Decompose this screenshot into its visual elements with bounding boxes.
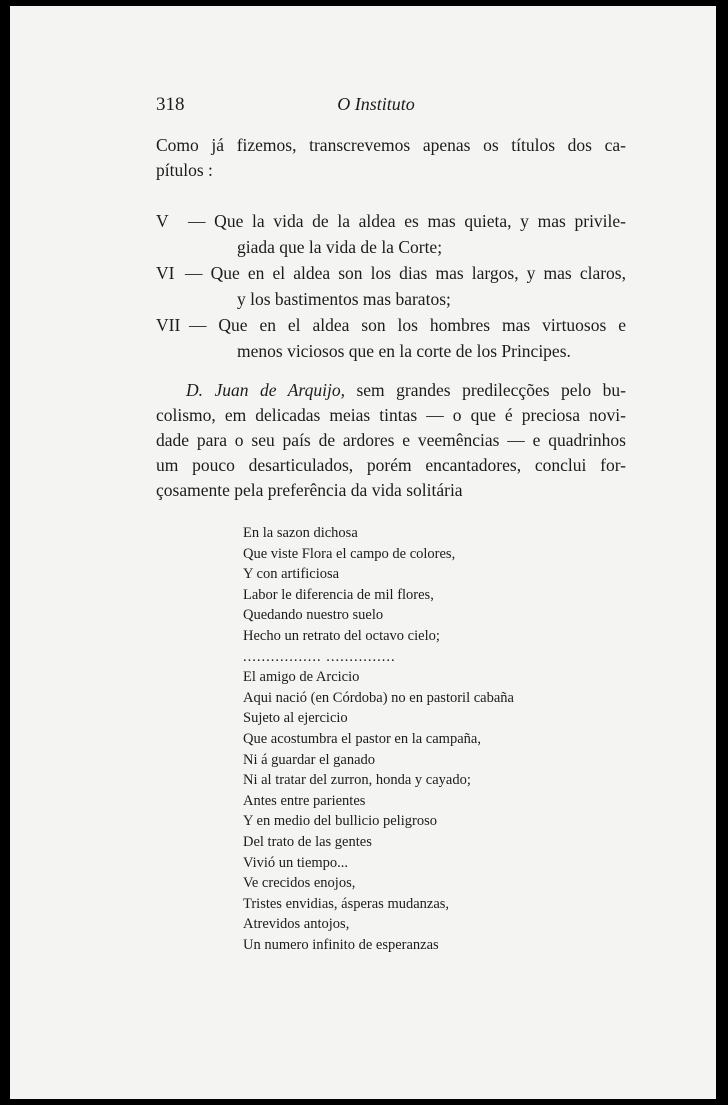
poem-line: Hecho un retrato del octavo cielo;	[243, 627, 440, 644]
poem-line: Ni á guardar el ganado	[243, 751, 376, 768]
chapter-list	[156, 208, 626, 364]
chapter-item	[156, 260, 626, 312]
paragraph-line	[156, 378, 626, 403]
chapter-numeral: V	[156, 211, 169, 231]
poem-line: En la sazon dichosa	[243, 525, 358, 541]
poem-line: Sujeto al ejercicio	[243, 710, 348, 727]
page-number: 318	[156, 94, 185, 115]
chapter-item	[156, 312, 626, 364]
paragraph-line: um pouco desarticulados, porém encantadores, conclui for-	[156, 455, 626, 475]
poem-line: Tristes envidias, ásperas mudanzas,	[243, 895, 450, 912]
poem-line: Aqui nació (en Córdoba) no en pastoril cabaña	[243, 689, 514, 706]
poem-line: Quedando nuestro suelo	[243, 607, 384, 624]
paragraph-line: dade para o seu país de ardores e veemências — e quadrinhos	[156, 430, 626, 450]
chapter-title-line: — Que en el aldea son los dias mas largos, y mas claros,	[185, 263, 626, 283]
chapter-numeral: VI	[156, 263, 175, 283]
poem-line: Ve crecidos enojos,	[243, 875, 356, 892]
poem-line: Un numero infinito de esperanzas	[243, 936, 439, 953]
poem-line: Que viste Flora el campo de colores,	[243, 545, 456, 562]
poem-line: Y con artificiosa	[243, 566, 340, 583]
poem-line: Antes entre parientes	[243, 792, 366, 809]
poem-line: Y en medio del bullicio peligroso	[243, 813, 437, 830]
paragraph-text: sem grandes predilecções pelo bu-	[344, 380, 626, 400]
poem-line: Vivió un tiempo...	[243, 854, 349, 871]
chapter-title-line: giada que la vida de la Corte;	[237, 237, 443, 257]
poem-line: Que acostumbra el pastor en la campaña,	[243, 730, 481, 747]
chapter-title-line: menos viciosos que en la corte de los Principes.	[237, 341, 571, 361]
paragraph-line: çosamente pela preferência da vida solitária	[156, 480, 463, 500]
poem-line: Ni al tratar del zurron, honda y cayado;	[243, 772, 471, 789]
chapter-title-line: y los bastimentos mas baratos;	[237, 289, 451, 309]
chapter-item	[156, 208, 626, 260]
author-name: D. Juan de Arquijo,	[186, 380, 345, 400]
chapter-title-line: — Que en el aldea son los hombres mas virtuosos e	[189, 315, 626, 335]
body-paragraph	[156, 378, 626, 503]
intro-line: Como já fizemos, transcrevemos apenas os títulos dos ca-	[156, 135, 626, 155]
poem-line: El amigo de Arcicio	[243, 669, 360, 686]
poem-block	[243, 523, 563, 955]
poem-line: Atrevidos antojos,	[243, 916, 350, 933]
chapter-numeral: VII	[156, 315, 181, 335]
book-page	[10, 6, 716, 1099]
intro-line: pítulos :	[156, 160, 213, 180]
paragraph-line: colismo, em delicadas meias tintas — o que é preciosa novi-	[156, 405, 626, 425]
ellipsis-line: ................. ...............	[243, 648, 396, 665]
poem-line: Del trato de las gentes	[243, 833, 372, 850]
running-title: O Instituto	[337, 94, 415, 114]
intro-paragraph	[156, 133, 626, 183]
chapter-title-line: — Que la vida de la aldea es mas quieta, y mas privile-	[188, 211, 626, 231]
poem-line: Labor le diferencia de mil flores,	[243, 586, 434, 603]
